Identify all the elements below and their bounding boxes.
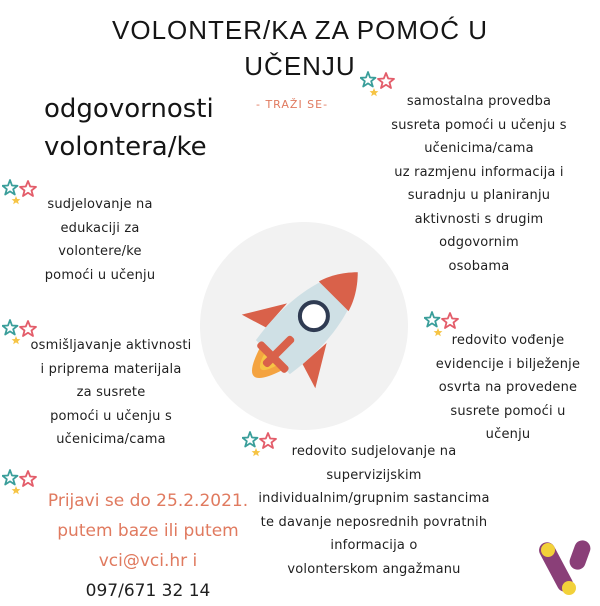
responsibility-supervision	[244, 440, 504, 581]
responsibility-independent-sessions	[364, 90, 594, 278]
text-line: informacija o	[330, 538, 418, 553]
text-line: aktivnosti s drugim	[414, 211, 544, 227]
text-line: individualnim/grupnim sastancima	[258, 491, 490, 506]
text-line: edukaciji za	[60, 220, 140, 236]
heading-line-1: odgovornosti	[44, 94, 214, 124]
text-line: volonterskom angažmanu	[287, 561, 461, 577]
text-line: za susrete	[76, 385, 146, 400]
text-line: susrete pomoći u	[450, 403, 566, 419]
vci-logo-icon	[536, 536, 592, 596]
text-line: pomoći u učenju	[44, 267, 156, 283]
text-line: učenicima/cama	[424, 141, 534, 156]
text-line: i priprema materijala	[40, 361, 182, 377]
text-line: pomoći u učenju s	[50, 408, 172, 424]
text-line: redovito sudjelovanje na	[291, 444, 457, 459]
heading-line-2: volontera/ke	[44, 132, 207, 162]
deadline-text: Prijavi se do 25.2.2021.	[47, 491, 249, 511]
text-line: susreta pomoći u učenju s	[391, 117, 567, 133]
text-line: učenicima/cama	[56, 432, 166, 447]
subtitle: - TRAŽI SE-	[256, 98, 329, 111]
poster-title	[0, 12, 600, 84]
text-line: volontere/ke	[58, 244, 142, 259]
text-line: redovito vođenje	[451, 333, 565, 348]
text-line: evidencije i bilježenje	[435, 356, 581, 372]
text-line: osmišljavanje aktivnosti	[30, 338, 192, 353]
title-line-2: UČENJU	[244, 51, 356, 81]
responsibility-preparation	[6, 334, 216, 452]
text-line: suradnju u planiranju	[407, 188, 551, 203]
title-line-1: VOLONTER/KA ZA POMOĆ U	[112, 15, 488, 45]
text-line: samostalna provedba	[406, 94, 552, 109]
text-line: te davanje neposrednih povratnih	[260, 514, 488, 530]
email-link[interactable]: vci@vci.hr i	[98, 551, 198, 571]
text-line: osvrta na provedene	[438, 380, 578, 395]
text-line: sudjelovanje na	[47, 197, 153, 212]
responsibility-training	[30, 193, 170, 287]
responsibilities-heading	[44, 90, 264, 166]
text-line: odgovornim	[439, 235, 519, 250]
responsibility-records	[420, 329, 596, 447]
text-line: učenju	[485, 427, 531, 442]
text-line: supervizijskim	[326, 467, 422, 483]
method-text: putem baze ili putem	[57, 521, 239, 541]
text-line: osobama	[448, 258, 510, 274]
phone-number[interactable]: 097/671 32 14	[85, 581, 211, 601]
text-line: uz razmjenu informacija i	[394, 164, 564, 180]
application-info	[28, 486, 268, 606]
